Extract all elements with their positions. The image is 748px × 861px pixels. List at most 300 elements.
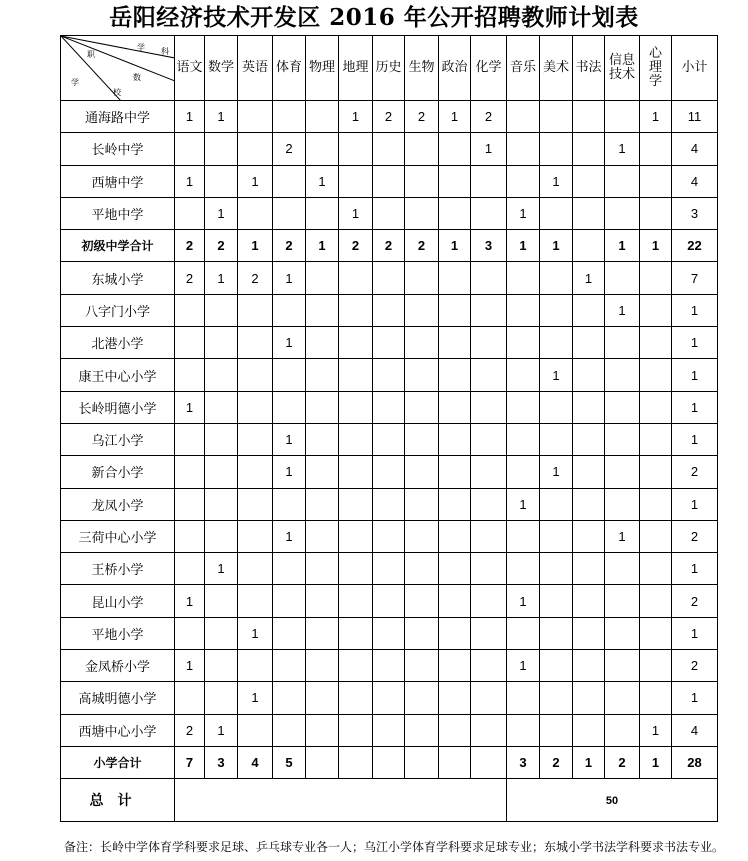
count-cell <box>405 746 439 778</box>
count-cell <box>373 585 405 617</box>
row-subtotal-cell: 1 <box>672 682 718 714</box>
school-name: 金凤桥小学 <box>61 650 175 682</box>
count-cell <box>175 197 205 229</box>
subject-header: 历史 <box>373 36 405 101</box>
subtotal-header: 小计 <box>672 36 718 101</box>
school-row <box>61 520 718 552</box>
count-cell <box>540 294 573 326</box>
count-cell <box>540 617 573 649</box>
subject-header: 心理学 <box>640 36 672 101</box>
count-cell: 1 <box>540 165 573 197</box>
count-cell <box>573 165 605 197</box>
count-cell <box>405 553 439 585</box>
count-cell <box>507 520 540 552</box>
count-cell <box>373 714 405 746</box>
count-cell <box>605 262 640 294</box>
count-cell <box>640 585 672 617</box>
count-cell <box>306 423 339 455</box>
count-cell <box>640 359 672 391</box>
count-cell: 1 <box>175 585 205 617</box>
count-cell <box>405 391 439 423</box>
count-cell <box>205 488 238 520</box>
count-cell <box>339 165 373 197</box>
count-cell <box>605 553 640 585</box>
count-cell <box>605 682 640 714</box>
count-cell: 1 <box>471 133 507 165</box>
school-row <box>61 456 718 488</box>
count-cell <box>238 585 273 617</box>
row-subtotal-cell: 3 <box>672 197 718 229</box>
count-cell <box>306 262 339 294</box>
count-cell <box>306 682 339 714</box>
count-cell <box>439 617 471 649</box>
count-cell <box>238 101 273 133</box>
count-cell <box>640 197 672 229</box>
row-subtotal-cell: 4 <box>672 165 718 197</box>
grand-total-label-cell <box>61 779 175 822</box>
count-cell <box>373 746 405 778</box>
count-cell <box>405 423 439 455</box>
count-cell <box>507 714 540 746</box>
count-cell <box>439 165 471 197</box>
count-cell: 1 <box>507 650 540 682</box>
count-cell <box>306 520 339 552</box>
count-cell <box>205 682 238 714</box>
school-row <box>61 262 718 294</box>
count-cell <box>175 133 205 165</box>
count-cell <box>439 746 471 778</box>
count-cell: 1 <box>640 101 672 133</box>
school-row <box>61 391 718 423</box>
corner-header-cell <box>61 36 175 101</box>
count-cell <box>471 391 507 423</box>
count-cell <box>373 488 405 520</box>
count-cell <box>205 650 238 682</box>
subject-header: 物理 <box>306 36 339 101</box>
school-row <box>61 359 718 391</box>
count-cell <box>471 359 507 391</box>
count-cell <box>540 585 573 617</box>
count-cell <box>373 197 405 229</box>
school-name: 昆山小学 <box>61 585 175 617</box>
count-cell <box>405 650 439 682</box>
count-cell: 1 <box>540 456 573 488</box>
count-cell <box>306 617 339 649</box>
school-name: 八字门小学 <box>61 294 175 326</box>
count-cell <box>273 488 306 520</box>
count-cell <box>238 197 273 229</box>
count-cell <box>540 391 573 423</box>
count-cell <box>205 456 238 488</box>
count-cell: 1 <box>238 682 273 714</box>
count-cell <box>471 714 507 746</box>
count-cell <box>507 423 540 455</box>
subtotal-row <box>61 230 718 262</box>
count-cell <box>573 133 605 165</box>
count-cell <box>205 391 238 423</box>
count-cell: 2 <box>205 230 238 262</box>
count-cell <box>339 391 373 423</box>
count-cell <box>471 488 507 520</box>
row-subtotal-cell: 1 <box>672 488 718 520</box>
count-cell <box>373 327 405 359</box>
count-cell <box>471 553 507 585</box>
count-cell <box>640 262 672 294</box>
count-cell: 1 <box>439 230 471 262</box>
count-cell <box>573 553 605 585</box>
count-cell <box>306 650 339 682</box>
count-cell <box>640 682 672 714</box>
footnote: 备注：长岭中学体育学科要求足球、乒乓球专业各一人；乌江小学体育学科要求足球专业；东城小学书法学科要求书法专业。 <box>64 840 725 854</box>
count-cell <box>605 197 640 229</box>
grand-total-value-cell <box>507 779 718 822</box>
count-cell: 1 <box>605 230 640 262</box>
count-cell <box>373 165 405 197</box>
count-cell <box>471 262 507 294</box>
count-cell <box>471 294 507 326</box>
count-cell: 1 <box>205 714 238 746</box>
count-cell <box>306 746 339 778</box>
count-cell: 1 <box>439 101 471 133</box>
count-cell <box>507 262 540 294</box>
row-subtotal-cell: 11 <box>672 101 718 133</box>
count-cell <box>339 520 373 552</box>
count-cell <box>573 327 605 359</box>
count-cell <box>605 714 640 746</box>
row-subtotal-cell: 28 <box>672 746 718 778</box>
count-cell: 1 <box>507 488 540 520</box>
count-cell <box>205 617 238 649</box>
school-name: 长岭明德小学 <box>61 391 175 423</box>
count-cell <box>471 682 507 714</box>
count-cell <box>573 197 605 229</box>
count-cell <box>238 294 273 326</box>
count-cell <box>306 456 339 488</box>
count-cell <box>605 391 640 423</box>
count-cell <box>238 391 273 423</box>
count-cell: 3 <box>507 746 540 778</box>
count-cell <box>573 456 605 488</box>
count-cell: 1 <box>205 101 238 133</box>
count-cell <box>439 262 471 294</box>
count-cell: 1 <box>205 197 238 229</box>
count-cell <box>306 553 339 585</box>
count-cell <box>373 553 405 585</box>
subject-header: 数学 <box>205 36 238 101</box>
count-cell <box>640 520 672 552</box>
count-cell <box>573 682 605 714</box>
corner-label: 学 <box>71 78 79 87</box>
subject-header: 信息技术 <box>605 36 640 101</box>
count-cell <box>640 327 672 359</box>
school-row <box>61 101 718 133</box>
count-cell <box>175 553 205 585</box>
count-cell <box>573 423 605 455</box>
count-cell <box>471 197 507 229</box>
count-cell <box>273 359 306 391</box>
count-cell <box>373 423 405 455</box>
count-cell: 1 <box>540 359 573 391</box>
subject-header: 书法 <box>573 36 605 101</box>
header-row <box>61 36 718 101</box>
count-cell <box>339 488 373 520</box>
count-cell <box>507 553 540 585</box>
count-cell <box>339 294 373 326</box>
subject-header: 政治 <box>439 36 471 101</box>
recruitment-plan-table <box>60 35 718 822</box>
count-cell <box>175 294 205 326</box>
count-cell: 1 <box>306 165 339 197</box>
count-cell <box>205 423 238 455</box>
school-row <box>61 133 718 165</box>
count-cell <box>405 197 439 229</box>
count-cell <box>175 682 205 714</box>
count-cell <box>540 101 573 133</box>
count-cell <box>306 133 339 165</box>
school-row <box>61 650 718 682</box>
count-cell <box>205 327 238 359</box>
count-cell <box>471 165 507 197</box>
count-cell <box>373 294 405 326</box>
count-cell <box>507 359 540 391</box>
count-cell <box>339 423 373 455</box>
count-cell: 1 <box>339 101 373 133</box>
count-cell <box>405 617 439 649</box>
count-cell <box>405 327 439 359</box>
count-cell <box>339 585 373 617</box>
grand-total-row <box>61 779 718 822</box>
count-cell <box>238 327 273 359</box>
count-cell <box>573 230 605 262</box>
count-cell <box>339 359 373 391</box>
count-cell: 1 <box>175 101 205 133</box>
count-cell <box>573 714 605 746</box>
count-cell: 3 <box>471 230 507 262</box>
count-cell <box>205 165 238 197</box>
count-cell <box>640 294 672 326</box>
count-cell <box>306 294 339 326</box>
school-row <box>61 197 718 229</box>
count-cell: 1 <box>605 294 640 326</box>
count-cell <box>439 197 471 229</box>
count-cell <box>306 391 339 423</box>
count-cell <box>439 456 471 488</box>
count-cell <box>205 133 238 165</box>
school-name: 王桥小学 <box>61 553 175 585</box>
subtotal-label: 小学合计 <box>61 746 175 778</box>
school-name: 通海路中学 <box>61 101 175 133</box>
count-cell <box>471 650 507 682</box>
count-cell <box>175 488 205 520</box>
count-cell <box>339 682 373 714</box>
school-row <box>61 165 718 197</box>
count-cell: 1 <box>238 617 273 649</box>
count-cell <box>405 714 439 746</box>
count-cell <box>238 456 273 488</box>
count-cell: 2 <box>373 101 405 133</box>
row-subtotal-cell: 7 <box>672 262 718 294</box>
school-row <box>61 488 718 520</box>
count-cell <box>175 520 205 552</box>
row-subtotal-cell: 2 <box>672 585 718 617</box>
count-cell <box>605 359 640 391</box>
count-cell <box>238 553 273 585</box>
row-subtotal-cell: 1 <box>672 617 718 649</box>
count-cell: 1 <box>640 746 672 778</box>
school-row <box>61 682 718 714</box>
count-cell <box>605 456 640 488</box>
count-cell <box>339 553 373 585</box>
count-cell <box>540 488 573 520</box>
count-cell <box>540 133 573 165</box>
count-cell <box>471 423 507 455</box>
count-cell <box>339 650 373 682</box>
school-name: 平地小学 <box>61 617 175 649</box>
count-cell <box>507 101 540 133</box>
count-cell <box>471 327 507 359</box>
count-cell <box>471 456 507 488</box>
count-cell <box>640 391 672 423</box>
count-cell: 1 <box>507 197 540 229</box>
school-name: 东城小学 <box>61 262 175 294</box>
count-cell <box>405 294 439 326</box>
count-cell <box>439 520 471 552</box>
count-cell <box>273 391 306 423</box>
count-cell <box>373 650 405 682</box>
count-cell <box>507 294 540 326</box>
count-cell <box>540 553 573 585</box>
count-cell <box>540 682 573 714</box>
count-cell <box>205 294 238 326</box>
count-cell: 1 <box>238 230 273 262</box>
school-name: 龙凤小学 <box>61 488 175 520</box>
count-cell <box>238 520 273 552</box>
school-row <box>61 585 718 617</box>
count-cell <box>439 553 471 585</box>
count-cell: 1 <box>175 391 205 423</box>
count-cell <box>273 294 306 326</box>
count-cell <box>540 520 573 552</box>
count-cell <box>306 327 339 359</box>
count-cell <box>507 617 540 649</box>
count-cell <box>640 423 672 455</box>
count-cell <box>439 327 471 359</box>
count-cell: 3 <box>205 746 238 778</box>
count-cell <box>540 262 573 294</box>
count-cell <box>507 391 540 423</box>
count-cell <box>339 133 373 165</box>
count-cell <box>605 423 640 455</box>
count-cell <box>573 585 605 617</box>
count-cell <box>175 423 205 455</box>
school-name: 康王中心小学 <box>61 359 175 391</box>
count-cell: 2 <box>273 133 306 165</box>
count-cell <box>273 101 306 133</box>
row-subtotal-cell: 1 <box>672 553 718 585</box>
subtotal-label: 初级中学合计 <box>61 230 175 262</box>
count-cell <box>339 617 373 649</box>
corner-label: 数 <box>133 73 141 82</box>
count-cell <box>439 488 471 520</box>
school-row <box>61 553 718 585</box>
count-cell <box>573 617 605 649</box>
count-cell <box>439 359 471 391</box>
count-cell <box>405 133 439 165</box>
school-row <box>61 714 718 746</box>
count-cell <box>339 327 373 359</box>
corner-label: 职 <box>87 50 95 59</box>
count-cell <box>175 327 205 359</box>
school-name: 三荷中心小学 <box>61 520 175 552</box>
count-cell <box>640 456 672 488</box>
count-cell <box>205 359 238 391</box>
count-cell <box>238 714 273 746</box>
count-cell <box>507 165 540 197</box>
count-cell: 1 <box>605 520 640 552</box>
count-cell <box>306 585 339 617</box>
count-cell <box>471 617 507 649</box>
school-name: 西塘中学 <box>61 165 175 197</box>
count-cell <box>605 165 640 197</box>
count-cell <box>175 456 205 488</box>
count-cell: 1 <box>273 456 306 488</box>
count-cell: 1 <box>175 650 205 682</box>
count-cell <box>205 520 238 552</box>
grand-total-label: 总计 <box>89 793 146 810</box>
count-cell <box>273 617 306 649</box>
count-cell <box>373 456 405 488</box>
row-subtotal-cell: 2 <box>672 456 718 488</box>
count-cell <box>405 488 439 520</box>
count-cell <box>640 617 672 649</box>
count-cell <box>373 391 405 423</box>
count-cell <box>273 585 306 617</box>
count-cell: 2 <box>273 230 306 262</box>
count-cell <box>640 488 672 520</box>
count-cell <box>605 617 640 649</box>
count-cell <box>540 197 573 229</box>
count-cell <box>573 391 605 423</box>
school-row <box>61 294 718 326</box>
count-cell: 2 <box>540 746 573 778</box>
count-cell <box>405 520 439 552</box>
school-name: 新合小学 <box>61 456 175 488</box>
count-cell <box>439 133 471 165</box>
count-cell <box>573 520 605 552</box>
count-cell: 1 <box>339 197 373 229</box>
count-cell <box>238 488 273 520</box>
count-cell: 1 <box>507 230 540 262</box>
grand-total-value: 50 <box>605 794 619 807</box>
count-cell <box>373 682 405 714</box>
count-cell <box>573 650 605 682</box>
school-name: 平地中学 <box>61 197 175 229</box>
count-cell <box>405 359 439 391</box>
count-cell <box>273 553 306 585</box>
count-cell: 2 <box>175 262 205 294</box>
count-cell <box>373 520 405 552</box>
count-cell <box>306 101 339 133</box>
count-cell <box>573 488 605 520</box>
row-subtotal-cell: 1 <box>672 391 718 423</box>
count-cell <box>306 714 339 746</box>
count-cell: 1 <box>640 714 672 746</box>
corner-label: 校 <box>113 88 121 97</box>
count-cell <box>273 714 306 746</box>
count-cell <box>373 617 405 649</box>
count-cell <box>405 262 439 294</box>
school-name: 西塘中心小学 <box>61 714 175 746</box>
